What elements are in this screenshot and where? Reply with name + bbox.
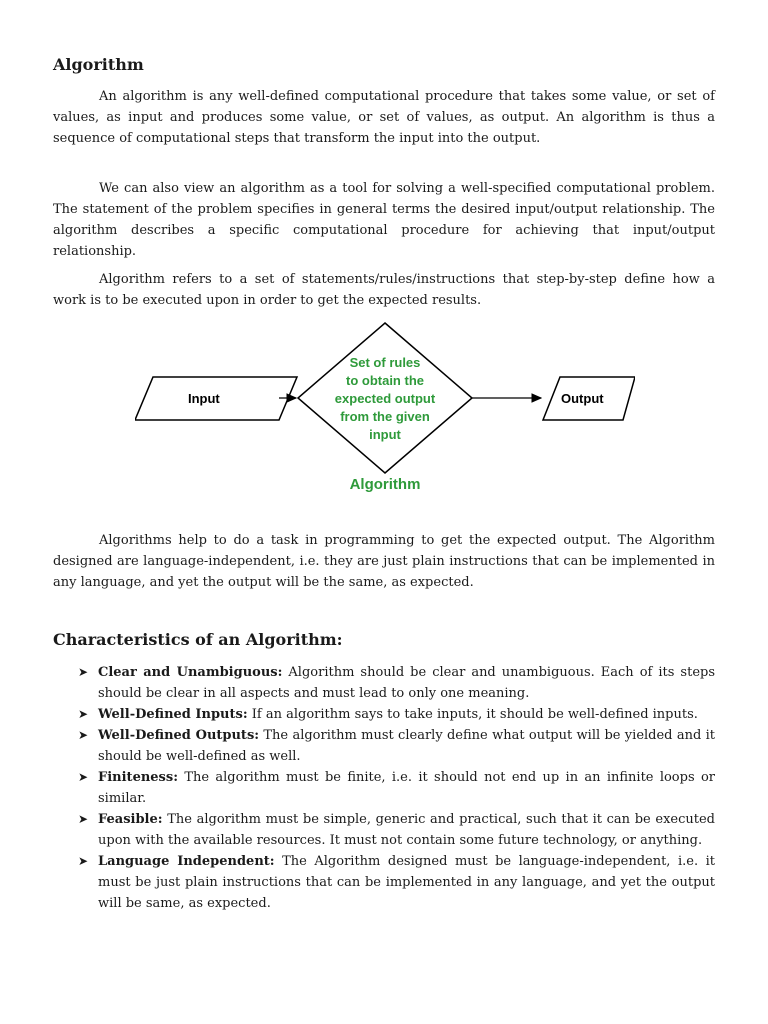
- characteristic-item: [78, 809, 715, 851]
- characteristic-term: Language Independent:: [98, 854, 275, 869]
- characteristic-description: Algorithm should be clear and unambiguous. Each of its steps should be clear in all aspects and must lead to only one meaning.: [98, 665, 716, 701]
- characteristics-list: [78, 662, 715, 914]
- characteristic-term: Finiteness:: [98, 770, 178, 785]
- characteristic-term: Well-Defined Outputs:: [98, 728, 260, 743]
- characteristic-term: Feasible:: [98, 812, 163, 827]
- characteristic-item: [78, 662, 715, 704]
- arrow-bullet-icon: ➤: [78, 854, 89, 868]
- characteristic-description: The algorithm must be finite, i.e. it should not end up in an infinite loops or similar.: [98, 770, 715, 806]
- arrow-bullet-icon: ➤: [78, 812, 89, 826]
- page-title: Algorithm: [53, 55, 144, 74]
- algorithm-diagram: [135, 320, 635, 500]
- definition-paragraph: Algorithm refers to a set of statements/rules/instructions that step-by-step define how a work is to be executed upon in order to get the expected results.: [53, 272, 715, 308]
- output-label: Output: [561, 391, 604, 406]
- rules-text-line: expected output: [334, 391, 436, 406]
- characteristic-item: [78, 767, 715, 809]
- arrow-bullet-icon: ➤: [78, 728, 89, 742]
- characteristic-term: Well-Defined Inputs:: [98, 707, 248, 722]
- arrow-bullet-icon: ➤: [78, 707, 89, 721]
- characteristic-description: The algorithm must clearly define what output will be yielded and it should be well-defined as well.: [98, 728, 715, 764]
- characteristic-item: [78, 851, 715, 914]
- input-label: Input: [188, 391, 220, 406]
- rules-text-line: to obtain the: [346, 373, 424, 388]
- characteristic-term: Clear and Unambiguous:: [98, 665, 283, 680]
- tool-paragraph: We can also view an algorithm as a tool for solving a well-specified computational problem. The statement of the problem specifies in general terms the desired input/output relationship. The algorithm describes a specific computational procedure for achieving that input/output relationship.: [53, 181, 715, 259]
- characteristic-description: The algorithm must be simple, generic and practical, such that it can be executed upon with the available resources. It must not contain some future technology, or anything.: [98, 812, 715, 848]
- arrow-bullet-icon: ➤: [78, 665, 89, 679]
- purpose-paragraph: Algorithms help to do a task in programming to get the expected output. The Algorithm designed are language-independent, i.e. they are just plain instructions that can be implemented in any language, and yet the output will be the same, as expected.: [53, 533, 715, 590]
- characteristic-item: [78, 725, 715, 767]
- characteristic-description: The Algorithm designed must be language-independent, i.e. it must be just plain instructions that can be implemented in any language, and yet the output will be same, as expected.: [98, 854, 715, 911]
- diagram-caption: Algorithm: [349, 476, 421, 493]
- characteristics-heading: Characteristics of an Algorithm:: [53, 630, 343, 649]
- rules-text-line: Set of rules: [349, 355, 421, 370]
- characteristic-item: [78, 704, 715, 725]
- rules-text-line: from the given: [340, 409, 430, 424]
- arrow-bullet-icon: ➤: [78, 770, 89, 784]
- rules-text-line: input: [369, 427, 401, 442]
- intro-paragraph: An algorithm is any well-defined computational procedure that takes some value, or set of values, as input and produces some value, or set of values, as output. An algorithm is thus a sequence of computational steps that transform the input into the output.: [53, 89, 715, 146]
- characteristic-description: If an algorithm says to take inputs, it should be well-defined inputs.: [247, 707, 698, 722]
